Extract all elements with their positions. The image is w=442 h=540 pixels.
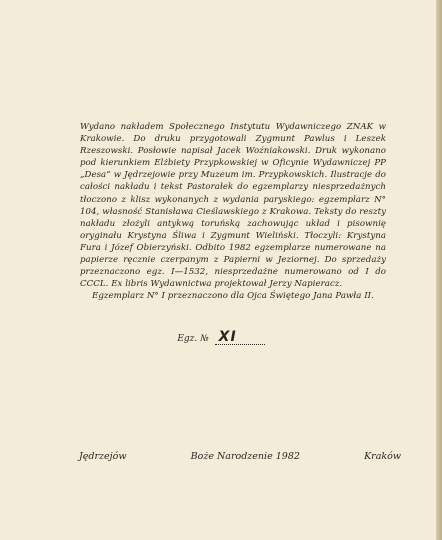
copy-number-label: Egz. №: [177, 334, 209, 344]
footer-date: Boże Narodzenie 1982: [190, 451, 300, 462]
imprint-footer: [79, 451, 401, 462]
footer-place-right: Kraków: [364, 451, 401, 462]
colophon-paragraph: Wydano nakładem Społecznego Instytutu Wydawniczego ZNAK w Krakowie. Do druku przygotowali Zygmunt Pawlus i Leszek Rzeszowski. Posłowie napisał Jacek Woźniakowski. Druk wykonano pod kierunkiem Elżbiety Przypkowskiej w Oficynie Wydawniczej PP „Desa” w Jędrzejowie przy Muzeum im. Przypkowskich. Ilustracje do całości nakładu i tekst Pastorałek do egzemplarzy niesprzedażnych tłoczono z klisz wykonanych z wydania paryskiego: egzemplarz N° 104, własność Stanisława Cieślawskiego z Krakowa. Teksty do reszty nakładu złożyli antykwą toruńską zachowując układ i pisownię oryginału Krystyna Śliwa i Zygmunt Wieliński. Tłoczyli: Krystyna Fura i Józef Obierzyński. Odbito 1982 egzemplarze numerowane na papierze ręcznie czerpanym z Papierni w Jeziornej. Do sprzedaży przeznaczono egz. I—1532, niesprzedażne numerowano od I do CCCL. Ex libris Wydawnictwa projektował Jerzy Napieracz.: [80, 122, 386, 290]
copy-number-line: [0, 330, 442, 345]
dedication-paragraph: Egzemplarz N° I przeznaczono dla Ojca Świętego Jana Pawła II.: [92, 291, 374, 302]
page-edge: [436, 0, 442, 540]
footer-place-left: Jędrzejów: [79, 451, 127, 462]
copy-number-value: XI: [215, 330, 265, 345]
colophon: [80, 121, 386, 302]
